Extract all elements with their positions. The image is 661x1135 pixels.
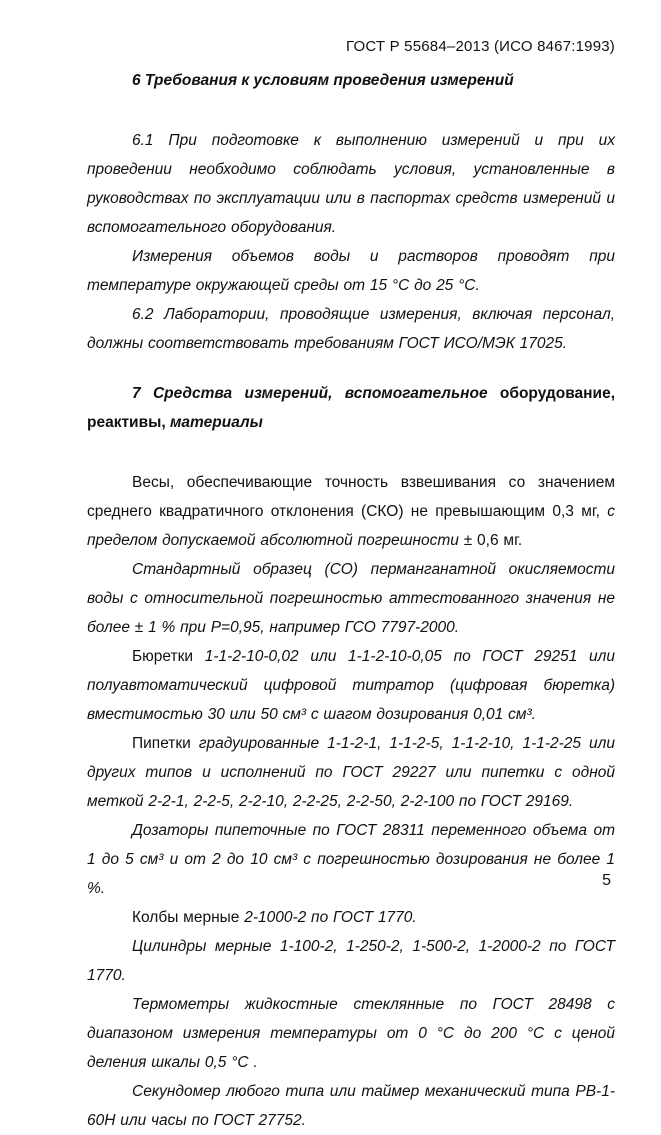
paragraph	[87, 555, 615, 642]
paragraph	[87, 642, 615, 729]
paragraph	[87, 242, 615, 300]
text-run: Цилиндры мерные 1-100-2, 1-250-2, 1-500-2, 1-2000-2 по ГОСТ 1770.	[87, 938, 615, 984]
paragraph	[87, 468, 615, 555]
text-run: Термометры жидкостные стеклянные по ГОСТ 28498 с диапазоном измерения температуры от 0 °С до 200 °С с ценой деления шкалы 0,5 °С .	[87, 996, 615, 1071]
section-heading	[87, 379, 615, 437]
text-run: Дозаторы пипеточные по ГОСТ 28311 переменного объема от 1 до 5 см³ и от 2 до 10 см³ с погрешностью дозирования не более 1 %.	[87, 822, 615, 897]
text-run: градуированные 1-1-2-1, 1-1-2-5, 1-1-2-10, 1-1-2-25 или других типов и исполнений по ГОСТ 29227 или пипетки с одной меткой 2-2-1, 2-2-5, 2-2-10, 2-2-25, 2-2-50, 2-2-100 по ГОСТ 29169.	[87, 735, 615, 810]
text-run: Колбы мерные	[132, 909, 245, 926]
paragraph	[87, 126, 615, 242]
text-run: с пределом допускаемой абсолютной погрешности	[87, 503, 615, 549]
paragraph	[87, 1077, 615, 1135]
text-run: Весы, обеспечивающие точность взвешивания со значением среднего квадратичного отклонения (СКО) не превышающим 0,3 мг,	[87, 474, 615, 520]
text-run: оборудование, реактивы,	[87, 385, 615, 431]
text-run: Измерения объемов воды и растворов проводят при температуре окружающей среды от 15 °С до 25 °С.	[87, 248, 615, 294]
text-run: 6.2 Лаборатории, проводящие измерения, включая персонал, должны соответствовать требованиям ГОСТ ИСО/МЭК 17025.	[87, 306, 615, 352]
text-run: 2-1000-2 по ГОСТ 1770.	[244, 909, 417, 926]
text-run: материалы	[169, 414, 263, 431]
paragraph	[87, 932, 615, 990]
text-run: 7 Средства измерений, вспомогательное	[132, 385, 500, 402]
document-header-title: ГОСТ Р 55684–2013 (ИСО 8467:1993)	[346, 38, 615, 55]
text-run: 1-1-2-10-0,02 или 1-1-2-10-0,05 по ГОСТ 29251 или полуавтоматический цифровой титратор (цифровая бюретка) вместимостью 30 или 50 см³ с шагом дозирования 0,01 см³.	[87, 648, 615, 723]
paragraph	[87, 903, 615, 932]
document-body	[87, 66, 615, 1135]
text-run: 6.1 При подготовке к выполнению измерений и при их проведении необходимо соблюдать условия, установленные в руководствах по эксплуатации или в паспортах средств измерений и вспомогательного оборудования.	[87, 132, 615, 236]
text-run: ± 0,6 мг.	[458, 532, 523, 549]
text-run: Пипетки	[132, 735, 199, 752]
paragraph	[87, 990, 615, 1077]
page-number: 5	[602, 872, 611, 889]
section-heading	[87, 66, 615, 95]
text-run: Секундомер любого типа или таймер механический типа РВ-1-60Н или часы по ГОСТ 27752.	[87, 1083, 615, 1129]
text-run: Стандартный образец (СО) перманганатной окисляемости воды с относительной погрешностью аттестованного значения не более ± 1 % при Р=0,95, например ГСО 7797-2000.	[87, 561, 615, 636]
paragraph	[87, 300, 615, 358]
text-run: 6 Требования к условиям проведения измерений	[132, 72, 514, 89]
paragraph	[87, 729, 615, 816]
text-run: Бюретки	[132, 648, 205, 665]
paragraph	[87, 816, 615, 903]
